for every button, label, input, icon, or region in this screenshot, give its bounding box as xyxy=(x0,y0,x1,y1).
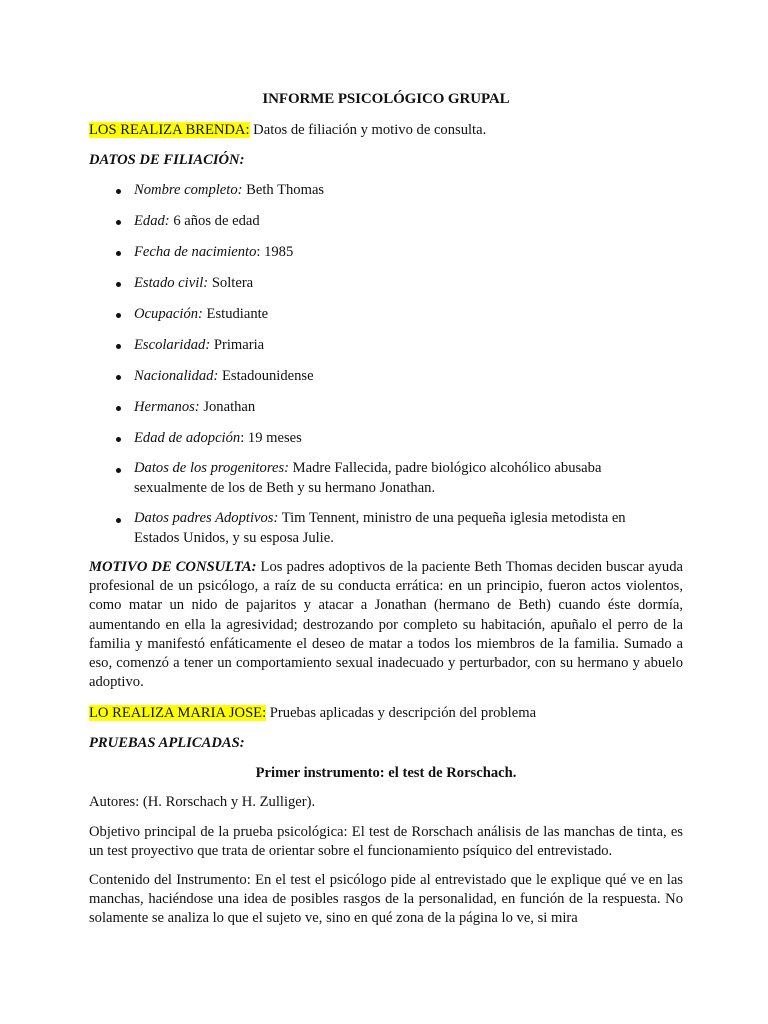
item-value: Soltera xyxy=(208,275,254,291)
instrumento-title: Primer instrumento: el test de Rorschach. xyxy=(255,765,517,781)
motivo-label: MOTIVO DE CONSULTA: xyxy=(89,559,257,575)
item-value: Madre Fallecida, padre biológico alcohólico abusaba sexualmente de los de Beth y su hermano Jonathan. xyxy=(134,460,602,496)
item-value: : 1985 xyxy=(256,244,294,260)
section-mariajose-label: LO REALIZA MARIA JOSE: xyxy=(89,705,267,721)
motivo-consulta-paragraph xyxy=(89,558,683,692)
section-mariajose-desc: Pruebas aplicadas y descripción del problema xyxy=(266,705,537,721)
item-label: Ocupación: xyxy=(134,306,203,322)
item-value: Primaria xyxy=(210,337,265,353)
item-value: Jonathan xyxy=(199,399,256,415)
item-label: Edad: xyxy=(134,213,170,229)
bullet-icon xyxy=(116,313,121,318)
item-value: Estadounidense xyxy=(218,368,314,384)
datos-filiacion-heading: DATOS DE FILIACIÓN: xyxy=(89,152,245,168)
contenido-paragraph: Contenido del Instrumento: En el test el psicólogo pide al entrevistado que le explique qué ve en las manchas, haciéndose una idea de posibles rasgos de la personalidad, en función de la respuesta. No solamente se analiza lo que el sujeto ve, sino en qué zona de la página lo ve, si mira xyxy=(89,872,683,927)
item-label: Nombre completo: xyxy=(134,182,243,198)
item-value: 6 años de edad xyxy=(169,213,260,229)
section-brenda-label: LOS REALIZA BRENDA: xyxy=(89,122,250,138)
item-value: : 19 meses xyxy=(240,430,302,446)
document-title: INFORME PSICOLÓGICO GRUPAL xyxy=(262,91,510,107)
section-brenda-desc: Datos de filiación y motivo de consulta. xyxy=(249,122,487,138)
pruebas-heading: PRUEBAS APLICADAS: xyxy=(89,735,245,751)
bullet-icon xyxy=(116,518,121,523)
bullet-icon xyxy=(116,282,121,287)
item-value: Estudiante xyxy=(202,306,269,322)
item-label: Nacionalidad: xyxy=(134,368,219,384)
motivo-text: Los padres adoptivos de la paciente Beth Thomas deciden buscar ayuda profesional de un psicólogo, a raíz de su conducta errática: en un principio, fueron actos violentos, como matar un nido de pajaritos y atacar a Jonathan (hermano de Beth) cuando éste dormía, aumentando en ella la agresividad; destrozando por completo su habitación, apuñalo el perro de la familia y manifestó enfáticamente el deseo de matar a todos los miembros de la familia. Sumado a eso, comenzó a tener un comportamiento sexual inadecuado y perturbador, con su hermano y abuelo adoptivo. xyxy=(89,559,683,691)
item-label: Hermanos: xyxy=(134,399,200,415)
section-mariajose xyxy=(89,705,536,722)
bullet-icon xyxy=(116,406,121,411)
item-label: Fecha de nacimiento xyxy=(134,244,257,260)
bullet-icon xyxy=(116,189,121,194)
bullet-icon xyxy=(116,251,121,256)
bullet-icon xyxy=(116,375,121,380)
objetivo-paragraph: Objetivo principal de la prueba psicológica: El test de Rorschach análisis de las manchas de tinta, es un test proyectivo que trata de orientar sobre el funcionamiento psíquico del entrevistado. xyxy=(89,824,683,860)
bullet-icon xyxy=(116,437,121,442)
item-label: Escolaridad: xyxy=(134,337,211,353)
bullet-icon xyxy=(116,468,121,473)
item-label: Datos de los progenitores: xyxy=(134,460,289,476)
item-value: Beth Thomas xyxy=(242,182,325,198)
item-label: Datos padres Adoptivos: xyxy=(134,510,279,526)
autores-line: Autores: (H. Rorschach y H. Zulliger). xyxy=(89,794,316,810)
bullet-icon xyxy=(116,220,121,225)
bullet-icon xyxy=(116,344,121,349)
section-brenda xyxy=(89,122,486,139)
item-label: Edad de adopción xyxy=(134,430,241,446)
item-label: Estado civil: xyxy=(134,275,209,291)
item-value: Tim Tennent, ministro de una pequeña iglesia metodista en Estados Unidos, y su esposa Julie. xyxy=(134,510,626,546)
